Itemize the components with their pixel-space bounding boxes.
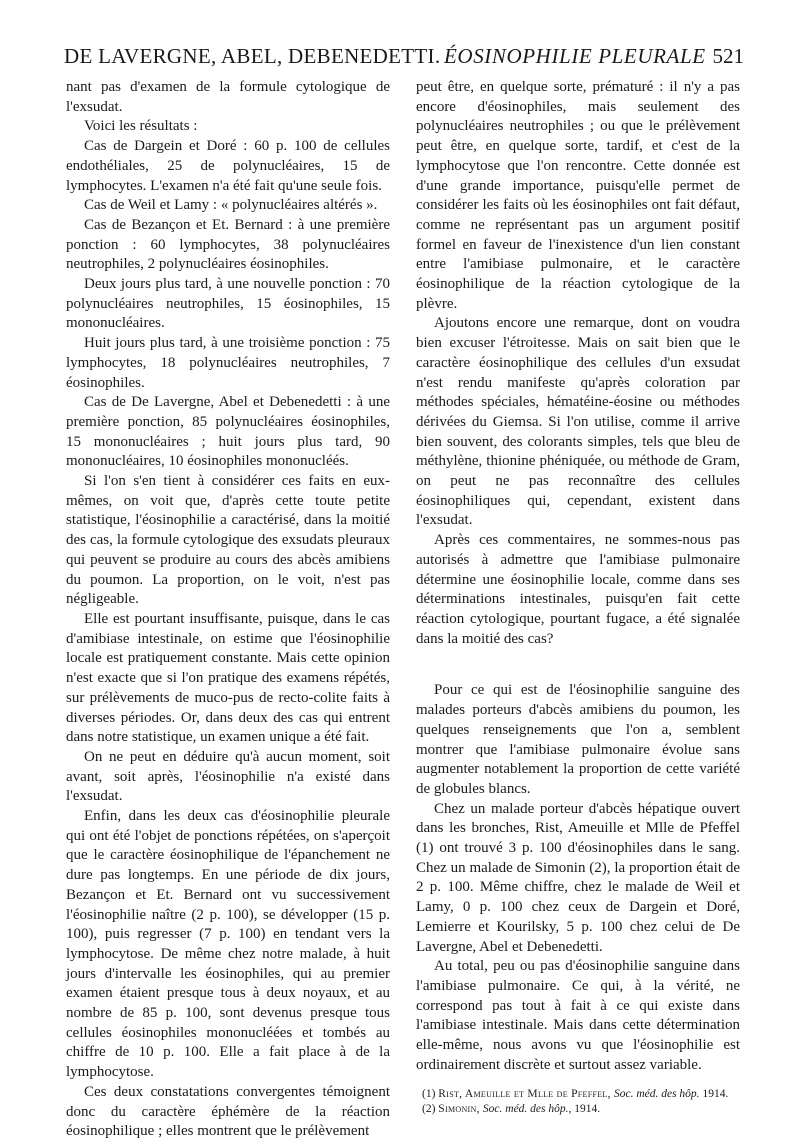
running-head	[64, 42, 744, 70]
paragraph: Pour ce qui est de l'éosinophilie sanguine des malades porteurs d'abcès amibiens du poumon, les quelques renseignements que l'on a, semblent montrer que l'amibiase pulmonaire évolue sans augmenter notablement la proportion de cette variété de globules blancs.	[416, 682, 740, 797]
paragraph: Ces deux constatations convergentes témoignent donc du caractère éphémère de la réaction éosinophilique ; elles montrent que le prélèvement	[66, 1083, 390, 1140]
running-head-title: ÉOSINOPHILIE PLEURALE	[444, 44, 706, 68]
paragraph: Cas de Bezançon et Et. Bernard : à une première ponction : 60 lymphocytes, 38 polynucléaires neutrophiles, 2 polynucléaires éosinophiles.	[66, 216, 390, 273]
paragraph: Si l'on s'en tient à considérer ces faits en eux-mêmes, on voit que, d'après cette toute petite statistique, l'éosinophilie a caractérisé, dans la moitié des cas, la formule cytologique des exsudats pleuraux qui peuvent se produire au cours des abcès amibiens du poumon. La proportion, on le voit, n'est pas négligeable.	[66, 473, 390, 608]
paragraph: Au total, peu ou pas d'éosinophilie sanguine dans l'amibiase pulmonaire. Ce qui, à la vérité, ne correspond pas tout à fait à ce qui existe dans l'amibiase intestinale. Mais dans cette détermination elle-même, nous avons vu que l'éosinophilie est ordinairement discrète et surtout assez variable.	[416, 958, 740, 1073]
footnote-authors: Simonin,	[438, 1103, 483, 1116]
paragraph: Cas de Weil et Lamy : « polynucléaires altérés ».	[84, 197, 378, 214]
left-column	[66, 78, 390, 1142]
running-head-authors: DE LAVERGNE, ABEL, DEBENEDETTI.	[64, 44, 441, 68]
paragraph: Enfin, dans les deux cas d'éosinophilie pleurale qui ont été l'objet de ponctions répétées, on s'aperçoit que le caractère éosinophilique de l'épanchement ne dure pas longtemps. En une période de dix jours, Bezançon et Et. Bernard ont vu successivement l'éosinophilie naître (2 p. 100), se développer (15 p. 100), puis regresser (7 p. 100) en tendant vers la lymphocytose. De même chez notre malade, à huit jours d'intervalle les éosinophiles, qui au premier examen étaient presque tous à deux noyaux, et au nombre de 85 p. 100, sont devenus presque tous cellules éosinophiles mononucléées et tombés au chiffre de 10 p. 100. Elle a fait place à de la lymphocytose.	[66, 808, 390, 1081]
paragraph: nant pas d'examen de la formule cytologique de l'exsudat.	[66, 79, 390, 115]
paragraph: Voici les résultats :	[84, 118, 198, 135]
paragraph: Deux jours plus tard, à une nouvelle ponction : 70 polynucléaires neutrophiles, 15 éosinophiles, 15 mononucléaires.	[66, 276, 390, 332]
paragraph: Ajoutons encore une remarque, dont on voudra bien excuser l'étroitesse. Mais on sait bien que le caractère éosinophilique des cellules d'un exsudat n'est rendu manifeste qu'après coloration par méthodes spéciales, hématéine-éosine ou méthodes dérivées du Giemsa. Si l'on utilise, comme il arrive bien souvent, des colorants simples, tels que bleu de méthylène, thionine phéniquée, ou méthode de Gram, on peut ne pas reconnaître des cellules éosinophiliques qui, cependant, existent dans l'exsudat.	[416, 315, 740, 529]
footnote-marker: (1)	[422, 1088, 439, 1101]
paragraph: Cas de De Lavergne, Abel et Debenedetti : à une première ponction, 85 polynucléaires éosinophiles, 15 mononucléaires ; huit jours plus tard, 90 mononucléaires, 10 éosinophiles mononucléés.	[66, 394, 390, 470]
paragraph: peut être, en quelque sorte, prématuré : il n'y a pas encore d'éosinophiles, mais seulement des polynucléaires neutrophiles ; ou que le prélèvement peut être, en quelque sorte, tardif, et c'est de la lymphocytose que l'on rencontre. Cette donnée est d'une grande importance, puisqu'elle permet de considérer les faits où les éosinophiles ont fait défaut, comme ne représentant pas un argument positif formel en faveur de l'inexistence d'un lien constant entre l'amibiase pulmonaire, et le caractère éosinophilique de la réaction cytologique de la plèvre.	[416, 79, 740, 312]
footnote	[416, 1087, 740, 1102]
paragraph: Huit jours plus tard, à une troisième ponction : 75 lymphocytes, 18 polynucléaires neutrophiles, 7 éosinophiles.	[66, 335, 390, 391]
footnote-year: 1914.	[702, 1088, 729, 1101]
footnote-marker: (2)	[422, 1103, 439, 1116]
footnote-source: Soc. méd. des hôp.,	[482, 1103, 575, 1116]
footnotes	[416, 1087, 740, 1117]
paragraph: Cas de Dargein et Doré : 60 p. 100 de cellules endothéliales, 25 de polynucléaires, 15 de lymphocytes. L'examen n'a été fait qu'une seule fois.	[66, 138, 390, 194]
right-column	[416, 78, 740, 1117]
page-number: 521	[712, 44, 744, 68]
section-gap	[416, 649, 740, 681]
footnote-year: 1914.	[574, 1103, 601, 1116]
paragraph: On ne peut en déduire qu'à aucun moment, soit avant, soit après, l'éosinophilie n'a existé dans l'exsudat.	[66, 748, 390, 805]
paragraph: Après ces commentaires, ne sommes-nous pas autorisés à admettre que l'amibiase pulmonaire détermine une éosinophilie locale, comme dans ses déterminations intestinales, puisqu'en fait cette réaction cytologique, pourtant fugace, a été signalée dans la moitié des cas?	[416, 532, 740, 647]
paragraph: Chez un malade porteur d'abcès hépatique ouvert dans les bronches, Rist, Ameuille et Mlle de Pfeffel (1) ont trouvé 3 p. 100 d'éosinophiles dans le sang. Chez un malade de Simonin (2), la proportion était de 2 p. 100. Même chiffre, chez le malade de Weil et Lamy, 0 p. 100 chez ceux de Dargein et Doré, Lemierre et Kourilsky, 5 p. 100 chez celui de De Lavergne, Abel et Debenedetti.	[416, 800, 740, 955]
footnote-source: Soc. méd. des hôp.	[613, 1088, 703, 1101]
paragraph: Elle est pourtant insuffisante, puisque, dans le cas d'amibiase intestinale, on estime que l'éosinophilie locale est pratiquement constante. Mais cette opinion n'est exacte que si l'on pratique des examens répétés, sur prélèvements de muco-pus de recto-colite faits à diverses périodes. Or, dans deux des cas qui entrent dans notre statistique, un examen unique a été fait.	[66, 610, 390, 746]
footnote-authors: Rist, Ameuille et Mlle de Pfeffel,	[438, 1088, 614, 1101]
footnote	[416, 1102, 740, 1117]
